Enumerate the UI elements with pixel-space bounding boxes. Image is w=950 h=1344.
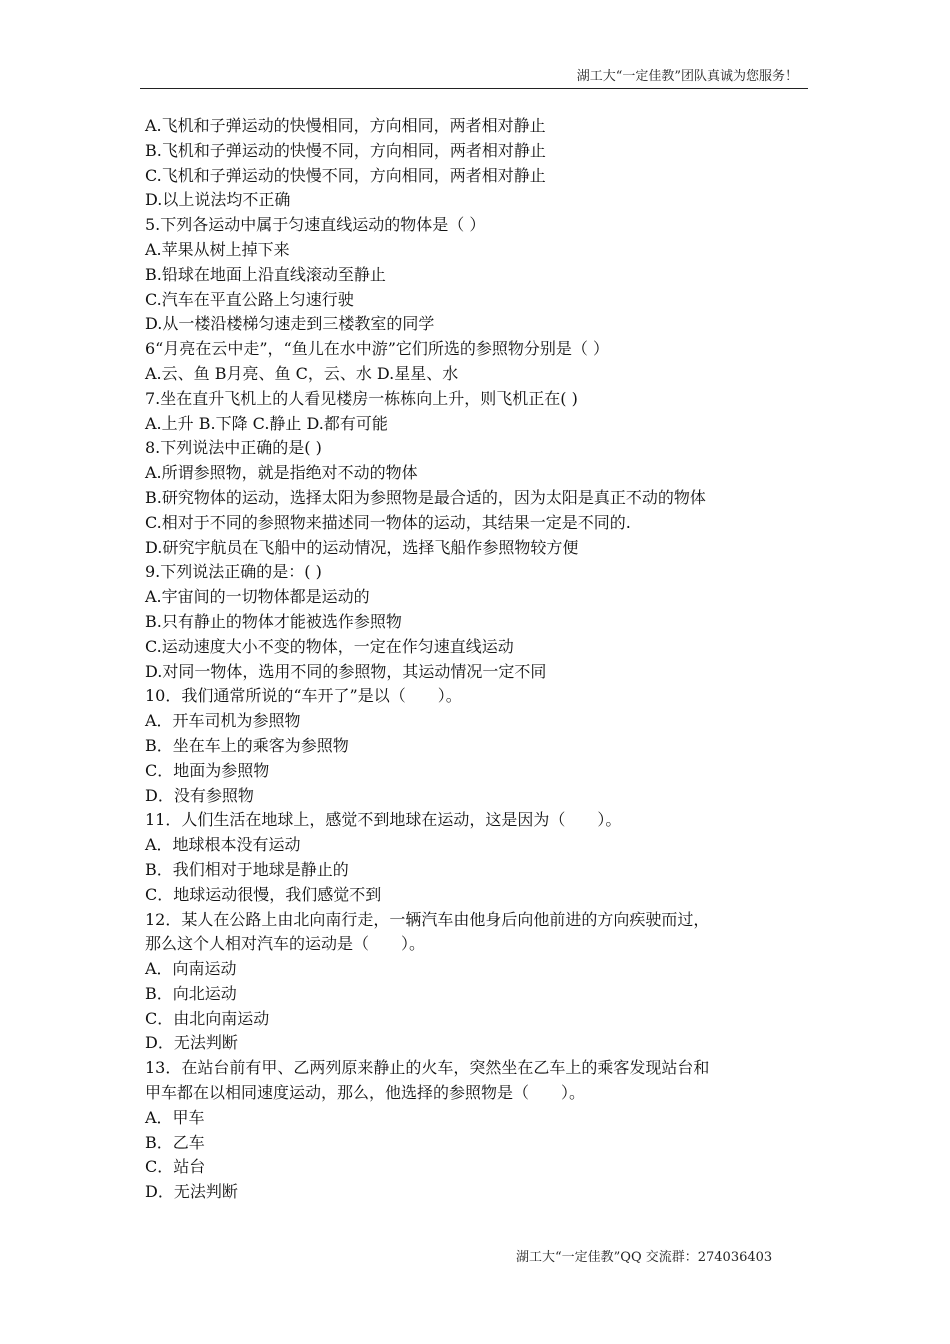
question-10: 10．我们通常所说的“车开了”是以（ ）。 (145, 686, 462, 706)
text-line: C．地面为参照物 (145, 760, 270, 780)
text-line: C．站台 (145, 1157, 206, 1177)
text-line: B．乙车 (145, 1132, 205, 1152)
text-line: B.研究物体的运动，选择太阳为参照物是最合适的，因为太阳是真正不动的物体 (145, 487, 706, 507)
question-9: 9.下列说法正确的是：( ) (145, 562, 322, 582)
text-line: A．甲车 (145, 1107, 205, 1127)
text-line: B．我们相对于地球是静止的 (145, 859, 349, 879)
text-line: A.飞机和子弹运动的快慢相同，方向相同，两者相对静止 (145, 116, 546, 135)
text-line: C.相对于不同的参照物来描述同一物体的运动，其结果一定是不同的. (145, 512, 631, 532)
question-8: 8.下列说法中正确的是( ) (145, 438, 322, 458)
text-line: B．坐在车上的乘客为参照物 (145, 735, 349, 755)
question-5: 5.下列各运动中属于匀速直线运动的物体是（ ） (145, 215, 486, 235)
text-line: C.运动速度大小不变的物体，一定在作匀速直线运动 (145, 636, 514, 656)
text-line: B.只有静止的物体才能被选作参照物 (145, 611, 402, 631)
text-line: D.研究宇航员在飞船中的运动情况，选择飞船作参照物较方便 (145, 537, 579, 557)
text-line: D．无法判断 (145, 1033, 238, 1053)
text-line: A.云、鱼 B月亮、鱼 C，云、水 D.星星、水 (145, 363, 459, 383)
text-line: A.上升 B.下降 C.静止 D.都有可能 (145, 413, 388, 433)
question-11: 11．人们生活在地球上，感觉不到地球在运动，这是因为（ ）。 (145, 810, 622, 830)
header-text: 湖工大“一定佳教”团队真诚为您服务！ (576, 69, 798, 84)
text-line: A.苹果从树上掉下来 (145, 239, 290, 259)
question-6: 6“月亮在云中走”，“鱼儿在水中游”它们所选的参照物分别是（ ） (145, 339, 609, 359)
document-body (145, 114, 817, 1205)
text-line: C．地球运动很慢，我们感觉不到 (145, 884, 382, 904)
text-line: D.从一楼沿楼梯匀速走到三楼教室的同学 (145, 314, 435, 334)
text-line: C.飞机和子弹运动的快慢不同，方向相同，两者相对静止 (145, 165, 546, 185)
text-line: A．向南运动 (145, 959, 237, 979)
text-line: A．地球根本没有运动 (145, 835, 301, 855)
text-line: A.所谓参照物，就是指绝对不动的物体 (145, 463, 418, 483)
text-line: D．没有参照物 (145, 785, 254, 805)
text-line: B．向北运动 (145, 983, 237, 1003)
text-line: C．由北向南运动 (145, 1008, 270, 1028)
page-header (140, 66, 808, 89)
text-line: B.铅球在地面上沿直线滚动至静止 (145, 264, 386, 284)
text-line: 甲车都在以相同速度运动，那么，他选择的参照物是（ ）。 (145, 1083, 586, 1103)
page-footer: 湖工大“一定佳教”QQ 交流群：274036403 (516, 1250, 773, 1265)
text-line: D.对同一物体，选用不同的参照物，其运动情况一定不同 (145, 661, 547, 681)
question-13: 13．在站台前有甲、乙两列原来静止的火车，突然坐在乙车上的乘客发现站台和 (145, 1058, 710, 1078)
text-line: 那么这个人相对汽车的运动是（ ）。 (145, 934, 426, 954)
question-12: 12．某人在公路上由北向南行走，一辆汽车由他身后向他前进的方向疾驶而过， (145, 909, 710, 929)
text-line: B.飞机和子弹运动的快慢不同，方向相同，两者相对静止 (145, 140, 546, 160)
text-line: D.以上说法均不正确 (145, 190, 291, 210)
text-line: C.汽车在平直公路上匀速行驶 (145, 289, 354, 309)
text-line: A．开车司机为参照物 (145, 711, 301, 731)
question-7: 7.坐在直升飞机上的人看见楼房一栋栋向上升，则飞机正在( ) (145, 388, 578, 408)
text-line: D．无法判断 (145, 1182, 238, 1202)
text-line: A.宇宙间的一切物体都是运动的 (145, 587, 370, 607)
